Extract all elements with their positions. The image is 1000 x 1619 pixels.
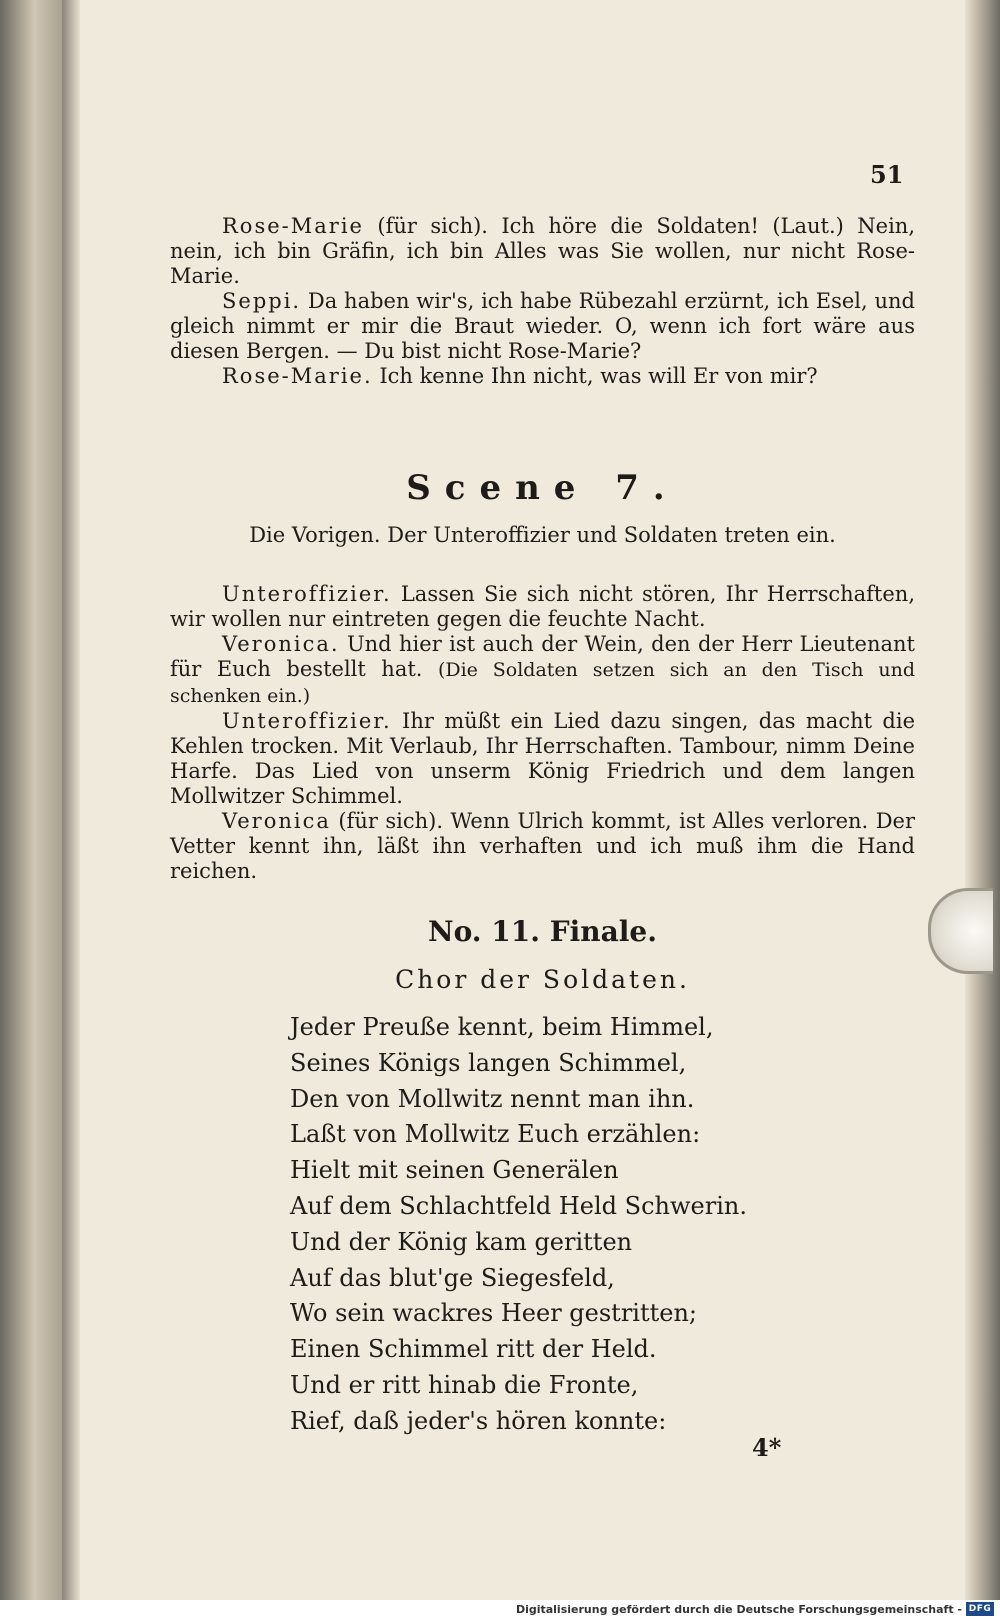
dialogue-paragraph <box>170 582 915 632</box>
dialogue-text: (für sich). Wenn Ulrich kommt, ist Alles verloren. Der Vetter kennt ihn, läßt ihn verhaften und ich muß ihm die Hand reichen. <box>170 809 915 883</box>
verse-line: Wo sein wackres Heer gestritten; <box>290 1299 698 1328</box>
dialogue-text: (für sich). Ich höre die Soldaten! (Laut.) Nein, nein, ich bin Gräfin, ich bin Alles was Sie wollen, nur nicht Rose-Marie. <box>170 214 915 288</box>
verse-line: Auf das blut'ge Siegesfeld, <box>290 1263 615 1292</box>
verse-line: Laßt von Mollwitz Euch erzählen: <box>290 1120 701 1149</box>
chor-title: Chor der Soldaten. <box>395 965 690 994</box>
dialogue-paragraph <box>170 364 915 389</box>
speaker-name: Veronica <box>222 809 331 833</box>
dialogue-paragraph <box>170 709 915 809</box>
color-tab-marker <box>928 888 993 974</box>
verse-line: Jeder Preuße kennt, beim Himmel, <box>290 1013 714 1041</box>
verse-line: Rief, daß jeder's hören konnte: <box>290 1406 667 1435</box>
dialogue-paragraph <box>170 289 915 364</box>
number-title: No. 11. Finale. <box>428 915 657 948</box>
verse-block <box>290 1010 747 1440</box>
dialogue-block-2 <box>170 582 915 884</box>
stage-direction: (Die Soldaten setzen sich an den Tisch und schenken ein.) <box>170 659 915 707</box>
speaker-name: Rose-Marie. <box>222 364 373 388</box>
page-number: 51 <box>870 160 904 189</box>
dialogue-text: Ich kenne Ihn nicht, was will Er von mir? <box>372 364 818 388</box>
speaker-name: Unteroffizier. <box>222 582 392 606</box>
verse-line: Den von Mollwitz nennt man ihn. <box>290 1084 695 1113</box>
left-page-edge <box>0 0 62 1600</box>
right-page-edge <box>965 0 1000 1600</box>
dialogue-text: Lassen Sie sich nicht stören, Ihr Herrschaften, wir wollen nur eintreten gegen die feuchte Nacht. <box>170 582 915 631</box>
dialogue-text: Ihr müßt ein Lied dazu singen, das macht die Kehlen trocken. Mit Verlaub, Ihr Herrschaften. Tambour, nimm Deine Harfe. Das Lied von unserm König Friedrich und dem langen Mollwitzer Schimmel. <box>170 709 915 808</box>
speaker-name: Unteroffizier. <box>222 709 392 733</box>
speaker-name: Veronica. <box>222 632 340 656</box>
footer-bar <box>0 1600 1000 1619</box>
dfg-logo: DFG <box>966 1602 994 1616</box>
footer-text: Digitalisierung gefördert durch die Deutsche Forschungsgemeinschaft - <box>515 1603 962 1616</box>
verse-line: Seines Königs langen Schimmel, <box>290 1048 687 1077</box>
dialogue-text: Und hier ist auch der Wein, den der Herr Lieutenant für Euch bestellt hat. <box>170 632 915 681</box>
dialogue-block-1 <box>170 214 915 389</box>
verse-line: Und der König kam geritten <box>290 1227 633 1256</box>
verse-line: Auf dem Schlachtfeld Held Schwerin. <box>290 1191 747 1220</box>
speaker-name: Rose-Marie <box>222 214 364 238</box>
scene-persons: Die Vorigen. Der Unteroffizier und Soldaten treten ein. <box>249 523 836 547</box>
dialogue-paragraph <box>170 632 915 709</box>
verse-line: Hielt mit seinen Generälen <box>290 1156 619 1185</box>
dialogue-text: Da haben wir's, ich habe Rübezahl erzürnt, ich Esel, und gleich nimmt er mir die Braut wieder. O, wenn ich fort wäre aus diesen Bergen. — Du bist nicht Rose-Marie? <box>170 289 915 363</box>
dialogue-paragraph <box>170 809 915 884</box>
verse-line: Einen Schimmel ritt der Held. <box>290 1335 657 1364</box>
speaker-name: Seppi. <box>222 289 302 313</box>
scene-title: Scene 7. <box>406 468 679 508</box>
verse-line: Und er ritt hinab die Fronte, <box>290 1370 639 1399</box>
printer-signature: 4* <box>752 1433 782 1462</box>
book-gutter <box>62 0 80 1600</box>
dialogue-paragraph <box>170 214 915 289</box>
